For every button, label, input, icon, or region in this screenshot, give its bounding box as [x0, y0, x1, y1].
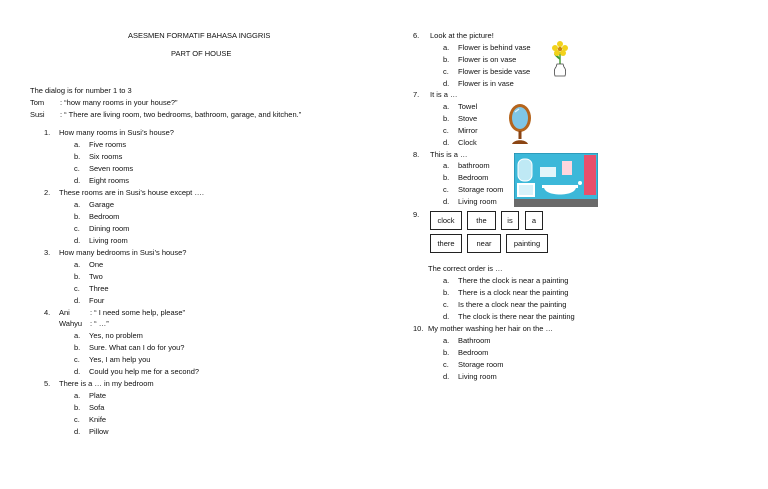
- question-number: 4.: [44, 308, 51, 317]
- word-box: a: [525, 211, 543, 230]
- option-text: Is there a clock near the painting: [458, 300, 567, 309]
- option-letter: d.: [443, 372, 450, 381]
- option-letter: d.: [74, 296, 81, 305]
- option-text: Towel: [458, 102, 478, 111]
- option-letter: b.: [443, 55, 450, 64]
- option-letter: c.: [443, 300, 449, 309]
- bathroom-illustration: [514, 153, 598, 207]
- option-text: One: [89, 260, 104, 269]
- question-10-text: My mother washing her hair on the …: [428, 324, 554, 333]
- option-text: There is a clock near the painting: [458, 288, 569, 297]
- question-4-speaker-wahyu: Wahyu: [59, 319, 83, 328]
- option-text: bathroom: [458, 161, 490, 170]
- option-letter: c.: [443, 67, 449, 76]
- option-text: Knife: [89, 415, 107, 424]
- question-9-text: The correct order is …: [428, 264, 503, 273]
- question-number: 10.: [413, 324, 424, 333]
- option-letter: b.: [443, 173, 450, 182]
- option-letter: d.: [443, 79, 450, 88]
- question-4-line-ani: : “ I need some help, please”: [90, 308, 186, 317]
- option-letter: d.: [74, 427, 81, 436]
- option-text: The clock is there near the painting: [458, 312, 575, 321]
- dialog-speaker-tom: Tom: [30, 98, 45, 107]
- option-letter: c.: [74, 164, 80, 173]
- option-text: Bedroom: [458, 348, 489, 357]
- option-text: Living room: [89, 236, 128, 245]
- question-4-speaker-ani: Ani: [59, 308, 70, 317]
- option-text: Bedroom: [458, 173, 489, 182]
- dialog-line-susi: : “ There are living room, two bedrooms, bathroom, garage, and kitchen.”: [60, 110, 302, 119]
- option-text: Storage room: [458, 360, 504, 369]
- question-4-line-wahyu: : “ …”: [90, 319, 109, 328]
- question-number: 8.: [413, 150, 420, 159]
- option-text: Flower is beside vase: [458, 67, 531, 76]
- option-text: Bedroom: [89, 212, 120, 221]
- option-letter: c.: [74, 355, 80, 364]
- question-number: 1.: [44, 128, 51, 137]
- page-subtitle: PART OF HOUSE: [171, 49, 232, 58]
- option-text: Seven rooms: [89, 164, 134, 173]
- option-letter: b.: [74, 212, 81, 221]
- option-letter: a.: [443, 102, 450, 111]
- option-letter: a.: [74, 140, 81, 149]
- option-letter: b.: [74, 403, 81, 412]
- option-text: Three: [89, 284, 109, 293]
- option-letter: a.: [74, 200, 81, 209]
- dialog-line-tom: : “how many rooms in your house?”: [60, 98, 178, 107]
- option-letter: b.: [443, 288, 450, 297]
- question-8-text: This is a …: [430, 150, 468, 159]
- word-box: there: [430, 234, 462, 253]
- option-text: Could you help me for a second?: [89, 367, 200, 376]
- question-number: 3.: [44, 248, 51, 257]
- option-letter: c.: [443, 126, 449, 135]
- question-5-text: There is a … in my bedroom: [59, 379, 154, 388]
- option-letter: a.: [74, 260, 81, 269]
- word-box: is: [501, 211, 519, 230]
- option-text: There the clock is near a painting: [458, 276, 569, 285]
- option-text: Flower is in vase: [458, 79, 514, 88]
- option-text: Six rooms: [89, 152, 123, 161]
- question-2-text: These rooms are in Susi’s house except ….: [59, 188, 204, 197]
- option-letter: b.: [443, 348, 450, 357]
- question-number: 9.: [413, 210, 420, 219]
- option-letter: a.: [443, 276, 450, 285]
- option-text: Garage: [89, 200, 115, 209]
- option-text: Four: [89, 296, 105, 305]
- question-3-text: How many bedrooms in Susi’s house?: [59, 248, 187, 257]
- option-text: Two: [89, 272, 103, 281]
- option-letter: c.: [443, 360, 449, 369]
- option-letter: a.: [443, 43, 450, 52]
- flower-in-vase-icon: [548, 40, 572, 78]
- option-letter: a.: [443, 336, 450, 345]
- option-letter: d.: [443, 138, 450, 147]
- question-number: 7.: [413, 90, 420, 99]
- option-text: Mirror: [458, 126, 478, 135]
- option-letter: c.: [74, 415, 80, 424]
- question-number: 5.: [44, 379, 51, 388]
- page-title: ASESMEN FORMATIF BAHASA INGGRIS: [128, 31, 271, 40]
- word-box: the: [467, 211, 496, 230]
- option-text: Eight rooms: [89, 176, 130, 185]
- mirror-icon: [506, 102, 534, 146]
- option-text: Sofa: [89, 403, 105, 412]
- question-1-text: How many rooms in Susi’s house?: [59, 128, 174, 137]
- word-box: clock: [430, 211, 462, 230]
- option-letter: b.: [443, 114, 450, 123]
- dialog-speaker-susi: Susi: [30, 110, 45, 119]
- option-text: Living room: [458, 197, 497, 206]
- option-text: Plate: [89, 391, 107, 400]
- question-6-text: Look at the picture!: [430, 31, 494, 40]
- option-text: Yes, no problem: [89, 331, 143, 340]
- option-letter: a.: [74, 331, 81, 340]
- word-box: near: [467, 234, 501, 253]
- option-letter: c.: [74, 224, 80, 233]
- question-number: 6.: [413, 31, 420, 40]
- option-text: Clock: [458, 138, 477, 147]
- option-letter: d.: [74, 176, 81, 185]
- option-text: Five rooms: [89, 140, 127, 149]
- option-text: Storage room: [458, 185, 504, 194]
- dialog-intro: The dialog is for number 1 to 3: [30, 86, 132, 95]
- option-letter: c.: [74, 284, 80, 293]
- option-letter: d.: [443, 197, 450, 206]
- option-letter: b.: [74, 343, 81, 352]
- option-letter: d.: [74, 367, 81, 376]
- option-letter: b.: [74, 272, 81, 281]
- option-text: Pillow: [89, 427, 109, 436]
- option-letter: a.: [443, 161, 450, 170]
- option-text: Sure. What can I do for you?: [89, 343, 185, 352]
- option-text: Yes, I am help you: [89, 355, 151, 364]
- option-letter: d.: [74, 236, 81, 245]
- option-text: Bathroom: [458, 336, 491, 345]
- option-letter: c.: [443, 185, 449, 194]
- option-text: Flower is on vase: [458, 55, 517, 64]
- option-letter: d.: [443, 312, 450, 321]
- question-7-text: It is a …: [430, 90, 458, 99]
- question-number: 2.: [44, 188, 51, 197]
- option-letter: b.: [74, 152, 81, 161]
- option-letter: a.: [74, 391, 81, 400]
- word-box: painting: [506, 234, 548, 253]
- option-text: Living room: [458, 372, 497, 381]
- option-text: Flower is behind vase: [458, 43, 531, 52]
- option-text: Stove: [458, 114, 478, 123]
- option-text: Dining room: [89, 224, 130, 233]
